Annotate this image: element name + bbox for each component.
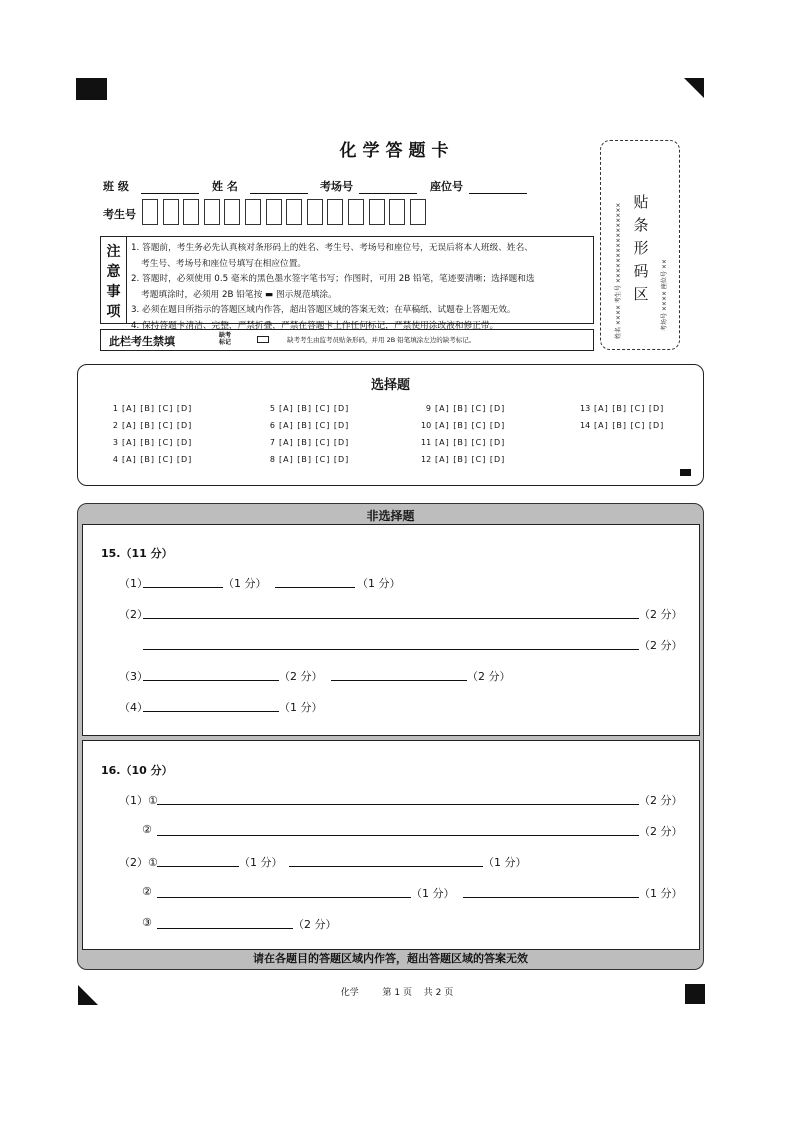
barcode-title-char: 形	[633, 239, 649, 257]
question-15-box[interactable]	[82, 524, 700, 736]
choice-options[interactable]: [A] [B] [C] [D]	[435, 421, 506, 430]
choice-options[interactable]: [A] [B] [C] [D]	[435, 455, 506, 464]
q16-part2-sub2-label: ②	[142, 885, 152, 898]
q15-part4-label: （4）	[119, 701, 148, 714]
student-no-box[interactable]	[327, 199, 343, 225]
registration-mark-top-right	[684, 78, 704, 98]
choice-question-1[interactable]	[108, 404, 192, 413]
choice-question-2[interactable]	[108, 421, 192, 430]
q16-part1-label: （1）①	[119, 794, 158, 807]
barcode-right-text: 考场号 ×××× 座位号 ××	[661, 259, 668, 331]
note-line: 2. 答题时，必须使用 0.5 毫米的黑色墨水签字笔书写；作图时，可用 2B 铅笔，笔迹要清晰；选择题和选	[131, 274, 535, 284]
q16-part1-score-b: （2 分）	[639, 825, 683, 838]
choice-question-6[interactable]	[265, 421, 349, 430]
choice-question-12[interactable]	[421, 455, 505, 464]
choice-question-number: 8	[269, 455, 275, 464]
choice-options[interactable]: [A] [B] [C] [D]	[122, 455, 193, 464]
q16-part2-score-b: （1 分）	[483, 856, 527, 869]
notes-heading-char: 意	[106, 264, 121, 280]
registration-mark-top-left	[76, 78, 107, 100]
q16-part2-answer-line-b[interactable]	[289, 866, 483, 867]
seat-input-line[interactable]	[469, 182, 527, 194]
seat-field[interactable]	[430, 178, 527, 194]
barcode-area	[600, 140, 680, 350]
notes-heading-char: 注	[106, 244, 121, 260]
class-input-line[interactable]	[141, 182, 199, 194]
forbid-box	[100, 329, 594, 351]
question-16-box[interactable]	[82, 740, 700, 950]
choice-question-number: 12	[421, 455, 432, 464]
nonchoice-title: 非选择题	[366, 509, 415, 523]
notes-box	[100, 236, 594, 331]
choice-question-number: 11	[421, 438, 432, 447]
note-line: 1. 答题前，考生务必先认真核对条形码上的姓名、考生号、考场号和座位号，无误后将本人班级、姓名、	[131, 243, 533, 253]
choice-question-5[interactable]	[265, 404, 349, 413]
choice-title: 选择题	[370, 378, 410, 393]
student-no-box[interactable]	[286, 199, 302, 225]
q15-part2-score-b: （2 分）	[639, 639, 683, 652]
barcode-title-char: 贴	[633, 193, 649, 211]
barcode-title-char: 码	[633, 262, 649, 280]
page-footer	[0, 985, 794, 998]
choice-options[interactable]: [A] [B] [C] [D]	[279, 421, 350, 430]
student-no-box[interactable]	[348, 199, 364, 225]
q16-part2-score-e: （2 分）	[293, 918, 337, 931]
q15-part1-label: （1）	[119, 577, 148, 590]
choice-question-number: 2	[112, 421, 118, 430]
notes-list	[131, 241, 589, 334]
note-line: 考题填涂时，必须用 2B 铅笔按 ▬ 图示规范填涂。	[141, 289, 337, 300]
choice-question-9[interactable]	[421, 404, 505, 413]
q16-part2-score-d: （1 分）	[639, 887, 683, 900]
page-title: 化学答题卡	[339, 141, 455, 161]
exam-room-label: 考场号	[320, 180, 353, 193]
q15-part1-score-a: （1 分）	[223, 577, 267, 590]
forbid-label: 此栏考生禁填	[109, 335, 175, 348]
q16-part2-answer-line-e[interactable]	[157, 928, 293, 929]
choice-options[interactable]: [A] [B] [C] [D]	[279, 438, 350, 447]
notes-heading-char: 项	[106, 304, 121, 320]
student-no-box[interactable]	[183, 199, 199, 225]
q15-part3-score-a: （2 分）	[279, 670, 323, 683]
choice-question-number: 13	[580, 404, 591, 413]
q15-part2-label: （2）	[119, 608, 148, 621]
exam-room-field[interactable]	[320, 178, 417, 194]
q15-part1-answer-line-a[interactable]	[143, 587, 223, 588]
q16-part2-score-c: （1 分）	[411, 887, 455, 900]
q16-part2-label: （2）①	[119, 856, 158, 869]
q15-part1-score-b: （1 分）	[357, 577, 401, 590]
q16-part2-answer-line-a[interactable]	[157, 866, 239, 867]
seat-label: 座位号	[430, 180, 463, 193]
student-no-box[interactable]	[245, 199, 261, 225]
note-line: 4. 保持答题卡清洁、完整，严禁折叠，严禁在答题卡上作任何标记，严禁使用涂改液和修正带。	[131, 320, 499, 331]
name-label: 姓 名	[212, 180, 238, 193]
choice-options[interactable]: [A] [B] [C] [D]	[594, 404, 665, 413]
student-no-box[interactable]	[163, 199, 179, 225]
name-input-line[interactable]	[250, 182, 308, 194]
q15-part3-label: （3）	[119, 670, 148, 683]
student-no-label: 考生号	[103, 208, 136, 221]
choice-question-number: 14	[580, 421, 591, 430]
barcode-title-char: 区	[633, 285, 649, 303]
choice-question-4[interactable]	[108, 455, 192, 464]
student-no-boxes[interactable]	[142, 199, 430, 229]
choice-options[interactable]: [A] [B] [C] [D]	[279, 404, 350, 413]
choice-question-3[interactable]	[108, 438, 192, 447]
absent-note: 缺考考生由监考员贴条形码，并用 2B 铅笔填涂左边的缺考标记。	[287, 336, 476, 344]
student-no-box[interactable]	[410, 199, 426, 225]
q15-part1-answer-line-b[interactable]	[275, 587, 355, 588]
question-15-heading: 15.（11 分）	[101, 547, 173, 560]
choice-question-14[interactable]	[580, 421, 664, 430]
q16-part1-score-a: （2 分）	[639, 794, 683, 807]
note-line: 考生号、考场号和座位号填写在相应位置。	[141, 258, 307, 269]
question-16-heading: 16.（10 分）	[101, 764, 173, 777]
barcode-left-text: 姓名 ×××× 考生号 ××××××××××××××××	[615, 202, 622, 339]
footer-subject: 化学	[340, 988, 359, 998]
choice-question-number: 4	[112, 455, 118, 464]
barcode-title	[631, 191, 651, 306]
student-no-box[interactable]	[204, 199, 220, 225]
choice-question-number: 7	[269, 438, 275, 447]
choice-question-10[interactable]	[421, 421, 505, 430]
q15-part2-answer-line-b[interactable]	[143, 649, 639, 650]
q15-part3-answer-line-b[interactable]	[331, 680, 467, 681]
q15-part3-score-b: （2 分）	[467, 670, 511, 683]
q15-part4-answer-line[interactable]	[143, 711, 279, 712]
q16-part2-answer-line-c[interactable]	[157, 897, 411, 898]
q16-part1-answer-line-b[interactable]	[157, 835, 639, 836]
q15-part2-score-a: （2 分）	[639, 608, 683, 621]
choice-question-11[interactable]	[421, 438, 505, 447]
choice-options[interactable]: [A] [B] [C] [D]	[122, 404, 193, 413]
choice-question-8[interactable]	[265, 455, 349, 464]
note-line: 3. 必须在题目所指示的答题区域内作答，超出答题区域的答案无效；在草稿纸、试题卷上答题无效。	[131, 305, 516, 315]
choice-question-number: 3	[112, 438, 118, 447]
choice-question-7[interactable]	[265, 438, 349, 447]
student-no-box[interactable]	[224, 199, 240, 225]
q15-part4-score: （1 分）	[279, 701, 323, 714]
nonchoice-footer: 请在各题目的答题区域内作答，超出答题区域的答案无效	[253, 952, 528, 965]
barcode-title-char: 条	[633, 216, 649, 234]
barcode-left-col	[613, 149, 623, 339]
choice-options[interactable]: [A] [B] [C] [D]	[122, 438, 193, 447]
choice-options[interactable]: [A] [B] [C] [D]	[435, 404, 506, 413]
choice-options[interactable]: [A] [B] [C] [D]	[435, 438, 506, 447]
absent-label: 缺考 标记	[219, 332, 232, 346]
name-field[interactable]	[212, 178, 308, 194]
q16-part2-sub3-label: ③	[142, 916, 152, 929]
absent-mark-box[interactable]	[257, 336, 269, 343]
student-no-box[interactable]	[307, 199, 323, 225]
choice-question-13[interactable]	[580, 404, 664, 413]
q15-part2-answer-line-a[interactable]	[143, 618, 639, 619]
q16-part2-score-a: （1 分）	[239, 856, 283, 869]
choice-question-number: 9	[425, 404, 431, 413]
exam-room-input-line[interactable]	[359, 182, 417, 194]
choice-question-number: 1	[112, 404, 118, 413]
q16-part1-answer-line-a[interactable]	[157, 804, 639, 805]
student-no-box[interactable]	[389, 199, 405, 225]
footer-page: 第 1 页	[382, 988, 412, 998]
notes-heading	[101, 237, 127, 323]
class-label: 班 级	[103, 180, 129, 193]
notes-heading-char: 事	[106, 284, 121, 300]
q16-part1-sub2-label: ②	[142, 823, 152, 836]
q15-part3-answer-line-a[interactable]	[143, 680, 279, 681]
choice-mark	[680, 469, 691, 476]
student-no-box[interactable]	[142, 199, 158, 225]
choice-question-number: 10	[421, 421, 432, 430]
choice-question-number: 5	[269, 404, 275, 413]
choice-options[interactable]: [A] [B] [C] [D]	[279, 455, 350, 464]
barcode-right-col	[659, 171, 669, 331]
choice-question-number: 6	[269, 421, 275, 430]
q16-part2-answer-line-d[interactable]	[463, 897, 639, 898]
student-no-box[interactable]	[266, 199, 282, 225]
footer-total: 共 2 页	[423, 988, 454, 998]
choice-options[interactable]: [A] [B] [C] [D]	[122, 421, 193, 430]
student-no-box[interactable]	[369, 199, 385, 225]
choice-options[interactable]: [A] [B] [C] [D]	[594, 421, 665, 430]
class-field[interactable]	[103, 178, 199, 194]
